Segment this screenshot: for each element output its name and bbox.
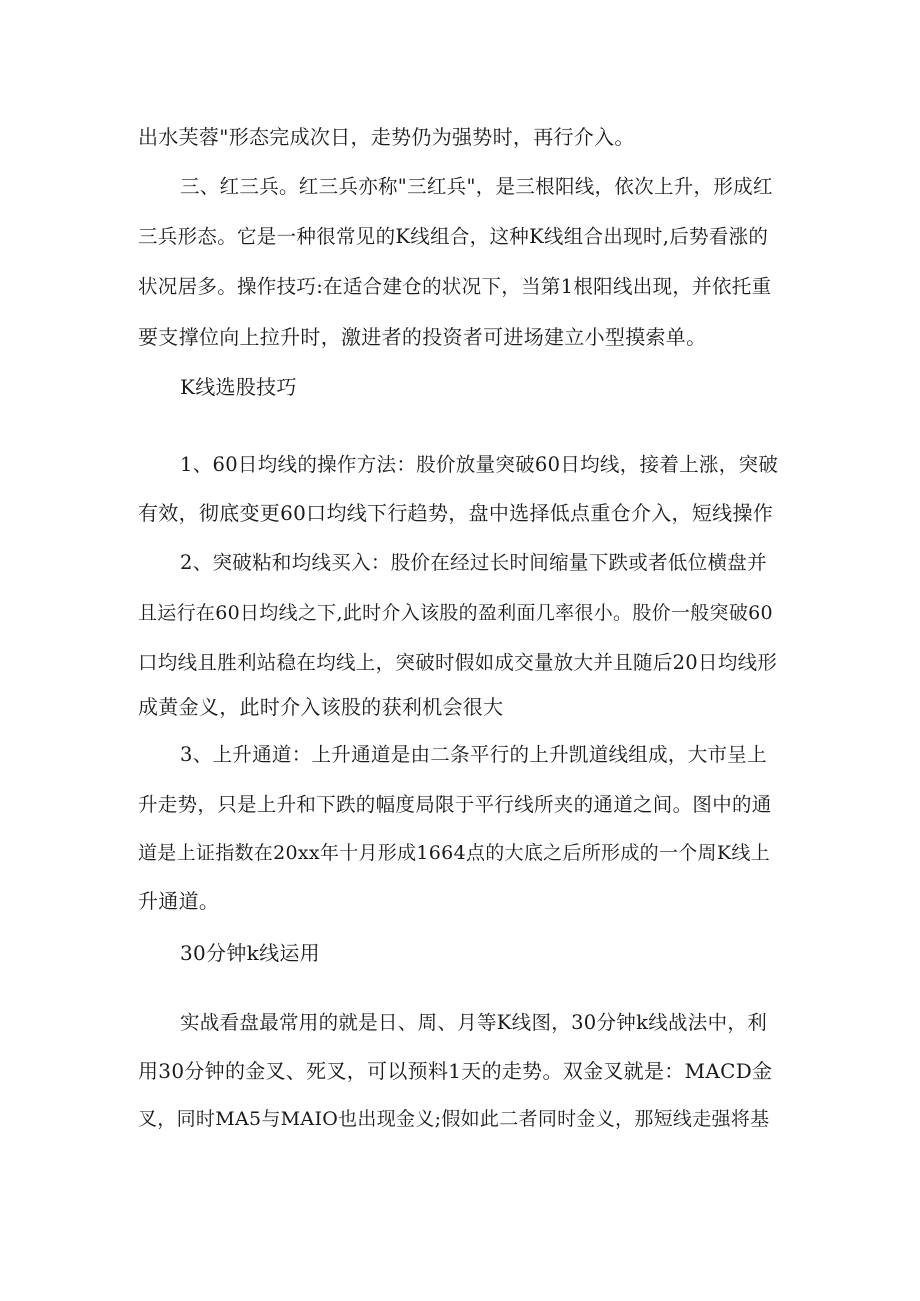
paragraph-line: 三兵形态。它是一种很常见的K线组合，这种K线组合出现时,后势看涨的 (138, 225, 769, 248)
paragraph-line: 叉，同时MA5与MAIO也出现金义;假如此二者同时金义，那短线走强将基 (138, 1108, 770, 1130)
section-heading: 30分钟k线运用 (180, 941, 320, 965)
paragraph-line: 出水芙蓉"形态完成次日，走势仍为强势时，再行介入。 (138, 125, 635, 149)
paragraph-line: 用30分钟的金叉、死叉，可以预料1天的走势。双金叉就是：MACD金 (138, 1059, 773, 1083)
paragraph-line: 升通道。 (138, 889, 220, 913)
paragraph-line: 升走势，只是上升和下跌的幅度局限于平行线所夹的通道之间。图中的通 (138, 793, 772, 816)
paragraph-line: 三、红三兵。红三兵亦称"三红兵"，是三根阳线，依次上升，形成红 (180, 175, 773, 198)
paragraph-line: 口均线且胜利站稳在均线上，突破时假如成交量放大并且随后20日均线形 (138, 651, 778, 674)
section-heading: K线选股技巧 (180, 375, 297, 399)
paragraph-line: 成黄金义，此时介入该股的获利机会很大 (138, 695, 504, 719)
paragraph-line: 要支撑位向上拉升时，激进者的投资者可进场建立小型摸索单。 (138, 325, 707, 349)
paragraph-line: 实战看盘最常用的就是日、周、月等K线图，30分钟k线战法中，利 (180, 1011, 767, 1034)
paragraph-line: 道是上证指数在20xx年十月形成1664点的大底之后所形成的一个周K线上 (138, 842, 770, 864)
paragraph-line: 有效，彻底变更60口均线下行趋势，盘中选择低点重仓介入，短线操作 (138, 501, 774, 525)
paragraph-line: 2、突破粘和均线买入：股价在经过长时间缩量下跌或者低位横盘并 (180, 551, 767, 574)
paragraph-line: 1、60日均线的操作方法：股价放量突破60日均线，接着上涨，突破 (180, 453, 779, 476)
paragraph-line: 且运行在60日均线之下,此时介入该股的盈利面几率很小。股价一般突破60 (138, 602, 773, 624)
paragraph-line: 3、上升通道：上升通道是由二条平行的上升凯道线组成，大市呈上 (180, 743, 767, 766)
paragraph-line: 状况居多。操作技巧:在适合建仓的状况下，当第1根阳线出现，并依托重 (138, 275, 772, 298)
